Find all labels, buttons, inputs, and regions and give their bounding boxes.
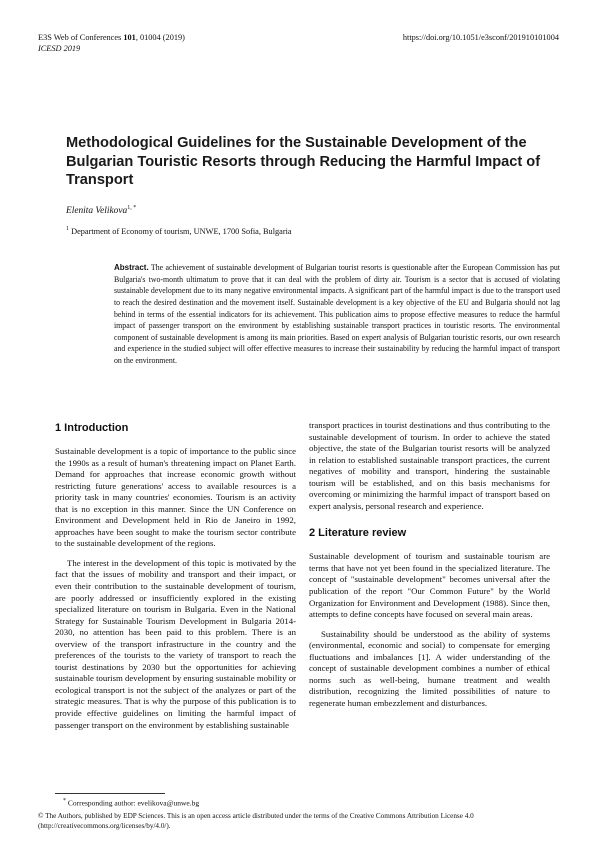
section-heading-literature-review: 2 Literature review: [309, 527, 407, 540]
doi-link[interactable]: https://doi.org/10.1051/e3sconf/201910101004: [402, 33, 559, 42]
author-name: Elenita Velikova: [66, 206, 128, 217]
section-heading-introduction: 1 Introduction: [55, 422, 129, 434]
intro-paragraph-1: Sustainable development is a topic of importance to the public since the 1990s as a result of human's threatening impact on Planet Earth. Demand for approaches that increase economic growth without restricting future generations' access to available resources is a priority task in many countries' economies. Tourism is an activity that is no exception in this manner. Since the UN Conference on Environment and Development held in Rio de Janeiro in 1992, approaches have been sought to make the tourism sector contribute to the sustainable development of the regions.: [55, 446, 296, 549]
intro-paragraph-2-continued: transport practices in tourist destinations and thus contributing to the sustainable development of tourism. In order to achieve the stated objective, the state of the Bulgarian tourist resorts will be analyzed in relation to established sustainable transport practices, the current negatives of mobility and transport, hindering the sustainable tourism will be established, and on this basis mechanisms for overcoming or minimizing the harmful impact of transport based on expert analysis, personal research and experience.: [309, 420, 550, 511]
abstract-text: The achievement of sustainable development of Bulgarian tourist resorts is questionable after the European Commission has put Bulgaria's two-month ultimatum to prove that it can deal with the problem of dirty air. Tourism is a sector that is accused of violating sustainable development due to its many negative environmental impacts. A significant part of the harmful impact is due to the transport used to reach the desired destination and the movement itself. Sustainable development is a key objective of the EU and Bulgaria should not lag behind in terms of the essential indicators for its achievement. This publication aims to propose effective measures to reduce the harmful impact of passenger transport on the environment by establishing sustainable transport practices in touristic resorts. The environmental component of sustainable development is among its main priorities. Based on expert analysis of Bulgarian touristic resorts, our own research and experience in the studied subject will offer effective measures to increase their sustainability by reducing the harmful impact of transport on the environment.: [114, 263, 560, 365]
paper-title: Methodological Guidelines for the Sustainable Development of the Bulgarian Touristic Resorts through Reducing the Harmful Impact of Transport: [66, 135, 541, 189]
journal-name: E3S Web of Conferences: [38, 33, 124, 42]
running-header-left: [38, 33, 185, 54]
literature-paragraph-1: Sustainable development of tourism and sustainable tourism are terms that have not yet been found in the specialized literature. The concept of "sustainable development" becomes universal after the publication of the report "Our Common Future" by the World Organization for Environment and Development (1988). Since then, attempts to define concepts have focused on several main areas.: [309, 551, 550, 620]
intro-paragraph-2: The interest in the development of this topic is motivated by the fact that the issues of mobility and transport and their impact, or even their contribution to the sustainable development of tourism, are poorly addressed or insufficiently explored in the existing specialized literature on tourism in Bulgaria. Even in the National Strategy for Sustainable Tourism Development in Bulgaria 2014-2030, no attention has been paid to this problem. There is an overview of the transport infrastructure in the country and the preferences of the tourists to the variety of transport to reach the tourist destinations by 2030 but the opportunities for achieving sustainable tourism development by ensuring sustainable mobility or ecological transport is not the subject of the analyzes or part of the strategic measures. That is why the purpose of this publication is to provide effective guidelines on limiting the harmful impact of passenger transport on the environment by establishing sustainable: [55, 557, 296, 730]
article-year: , 01004 (2019): [135, 33, 185, 42]
license-notice: © The Authors, published by EDP Sciences. This is an open access article distributed under the terms of the Creative Commons Attribution License 4.0 (http://creativecommons.org/licenses/by/4.0/).: [38, 812, 474, 830]
conference-name: ICESD 2019: [38, 43, 81, 53]
abstract: [114, 262, 560, 367]
affiliation: [66, 226, 292, 236]
footnote-mark: *: [63, 798, 66, 804]
affiliation-text: Department of Economy of tourism, UNWE, 1700 Sofia, Bulgaria: [69, 226, 292, 236]
affiliation-mark: 1: [66, 226, 69, 232]
footnote: [63, 798, 199, 808]
author-line: [66, 205, 136, 216]
footnote-divider: [55, 793, 165, 794]
footnote-text: Corresponding author: evelikova@unwe.bg: [66, 798, 200, 808]
abstract-label: Abstract.: [114, 263, 149, 272]
right-column: [309, 420, 550, 709]
literature-paragraph-2: Sustainability should be understood as the ability of systems (environmental, economic and social) to compensate for emerging fluctuations and imbalances [1]. A wider understanding of the concept of sustainable development combines a number of ethical norms such as well-being, humane treatment and wealth distribution, recognizing the limited possibilities of nature to regenerate human embezzlement and disturbances.: [309, 628, 550, 708]
volume-number: 101: [123, 33, 136, 42]
left-column: [55, 421, 296, 731]
author-marks: 1, *: [127, 205, 137, 211]
